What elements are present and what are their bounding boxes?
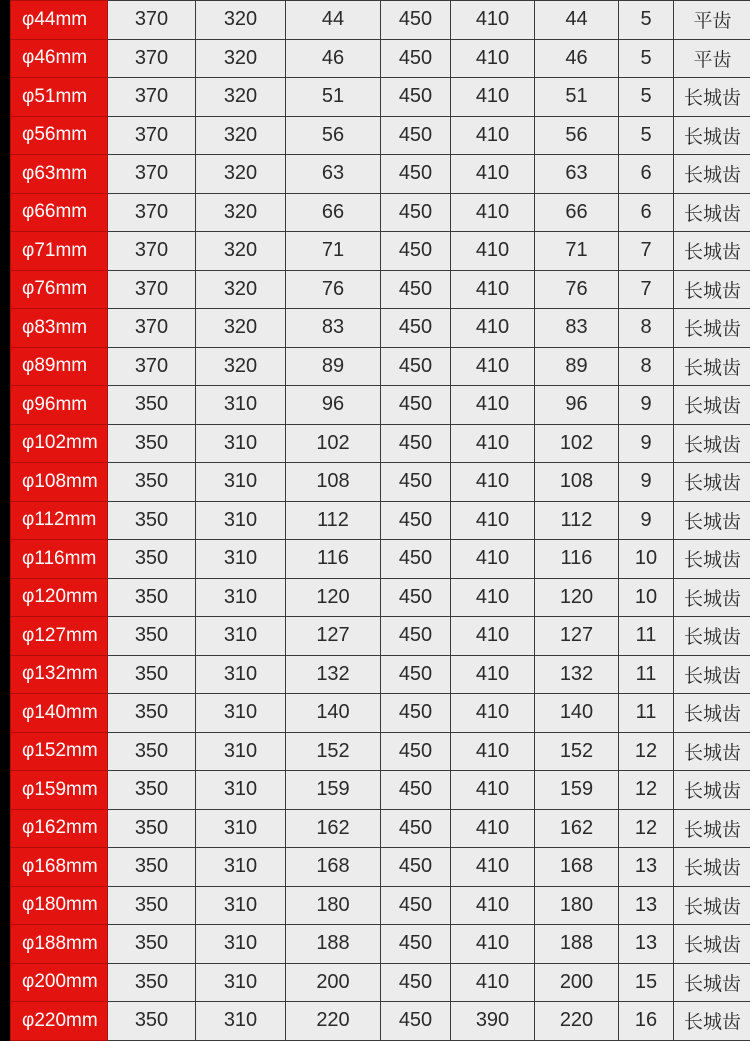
tooth-type-cell: 长城齿 [674,116,750,155]
size-cell: φ51mm [11,78,108,117]
value-cell-f: 71 [535,232,619,271]
value-cell-a: 350 [108,886,196,925]
value-cell-e: 410 [451,463,535,502]
value-cell-c: 140 [286,694,381,733]
value-cell-f: 112 [535,501,619,540]
value-cell-d: 450 [381,848,451,887]
value-cell-a: 350 [108,463,196,502]
value-cell-b: 310 [196,732,286,771]
value-cell-c: 51 [286,78,381,117]
value-cell-a: 370 [108,116,196,155]
value-cell-b: 310 [196,886,286,925]
spec-table-body [11,1,750,1041]
value-cell-d: 450 [381,270,451,309]
table-row [11,771,750,810]
count-cell: 13 [619,925,674,964]
value-cell-a: 350 [108,925,196,964]
size-cell: φ168mm [11,848,108,887]
tooth-type-cell: 长城齿 [674,925,750,964]
value-cell-a: 350 [108,732,196,771]
value-cell-e: 410 [451,155,535,194]
value-cell-a: 350 [108,540,196,579]
tooth-type-cell: 长城齿 [674,771,750,810]
value-cell-b: 320 [196,270,286,309]
table-row [11,270,750,309]
value-cell-e: 390 [451,1002,535,1041]
value-cell-d: 450 [381,771,451,810]
tooth-type-cell: 长城齿 [674,848,750,887]
value-cell-c: 83 [286,309,381,348]
value-cell-a: 370 [108,270,196,309]
table-row [11,501,750,540]
value-cell-e: 410 [451,771,535,810]
value-cell-e: 410 [451,809,535,848]
size-cell: φ56mm [11,116,108,155]
tooth-type-cell: 长城齿 [674,347,750,386]
value-cell-d: 450 [381,386,451,425]
count-cell: 12 [619,809,674,848]
size-cell: φ120mm [11,578,108,617]
value-cell-c: 102 [286,424,381,463]
tooth-type-cell: 长城齿 [674,463,750,502]
table-row [11,848,750,887]
value-cell-d: 450 [381,347,451,386]
value-cell-e: 410 [451,116,535,155]
value-cell-d: 450 [381,732,451,771]
value-cell-c: 76 [286,270,381,309]
count-cell: 16 [619,1002,674,1041]
count-cell: 8 [619,309,674,348]
value-cell-d: 450 [381,309,451,348]
value-cell-c: 44 [286,1,381,40]
count-cell: 5 [619,1,674,40]
value-cell-b: 310 [196,501,286,540]
value-cell-f: 168 [535,848,619,887]
count-cell: 10 [619,540,674,579]
value-cell-f: 140 [535,694,619,733]
table-row [11,809,750,848]
size-cell: φ220mm [11,1002,108,1041]
value-cell-f: 44 [535,1,619,40]
value-cell-d: 450 [381,886,451,925]
value-cell-d: 450 [381,193,451,232]
value-cell-e: 410 [451,501,535,540]
value-cell-c: 56 [286,116,381,155]
value-cell-b: 310 [196,1002,286,1041]
value-cell-c: 66 [286,193,381,232]
value-cell-e: 410 [451,925,535,964]
tooth-type-cell: 长城齿 [674,655,750,694]
value-cell-d: 450 [381,1,451,40]
count-cell: 5 [619,116,674,155]
value-cell-c: 127 [286,617,381,656]
value-cell-e: 410 [451,39,535,78]
value-cell-b: 310 [196,463,286,502]
value-cell-c: 132 [286,655,381,694]
value-cell-a: 350 [108,809,196,848]
value-cell-c: 220 [286,1002,381,1041]
count-cell: 9 [619,424,674,463]
count-cell: 9 [619,463,674,502]
value-cell-f: 220 [535,1002,619,1041]
value-cell-c: 152 [286,732,381,771]
size-cell: φ89mm [11,347,108,386]
value-cell-b: 310 [196,809,286,848]
value-cell-a: 350 [108,848,196,887]
value-cell-a: 350 [108,963,196,1002]
size-cell: φ152mm [11,732,108,771]
table-row [11,463,750,502]
value-cell-c: 71 [286,232,381,271]
value-cell-e: 410 [451,617,535,656]
size-cell: φ76mm [11,270,108,309]
value-cell-d: 450 [381,578,451,617]
table-row [11,232,750,271]
size-cell: φ112mm [11,501,108,540]
value-cell-e: 410 [451,347,535,386]
value-cell-a: 350 [108,694,196,733]
tooth-type-cell: 长城齿 [674,886,750,925]
tooth-type-cell: 长城齿 [674,309,750,348]
value-cell-a: 370 [108,232,196,271]
value-cell-a: 370 [108,1,196,40]
value-cell-d: 450 [381,155,451,194]
value-cell-f: 127 [535,617,619,656]
count-cell: 9 [619,501,674,540]
table-row [11,578,750,617]
value-cell-c: 46 [286,39,381,78]
table-row [11,116,750,155]
value-cell-e: 410 [451,386,535,425]
value-cell-b: 320 [196,193,286,232]
value-cell-d: 450 [381,424,451,463]
table-row [11,694,750,733]
value-cell-c: 200 [286,963,381,1002]
size-cell: φ116mm [11,540,108,579]
count-cell: 7 [619,232,674,271]
value-cell-c: 96 [286,386,381,425]
table-row [11,347,750,386]
value-cell-b: 310 [196,848,286,887]
table-row [11,540,750,579]
size-cell: φ66mm [11,193,108,232]
value-cell-a: 370 [108,347,196,386]
tooth-type-cell: 长城齿 [674,617,750,656]
count-cell: 5 [619,78,674,117]
table-row [11,963,750,1002]
value-cell-c: 162 [286,809,381,848]
value-cell-c: 188 [286,925,381,964]
value-cell-a: 350 [108,1002,196,1041]
value-cell-c: 120 [286,578,381,617]
value-cell-d: 450 [381,116,451,155]
value-cell-e: 410 [451,963,535,1002]
count-cell: 11 [619,655,674,694]
value-cell-c: 108 [286,463,381,502]
value-cell-c: 89 [286,347,381,386]
value-cell-f: 51 [535,78,619,117]
value-cell-d: 450 [381,232,451,271]
value-cell-e: 410 [451,232,535,271]
value-cell-f: 63 [535,155,619,194]
count-cell: 7 [619,270,674,309]
value-cell-e: 410 [451,578,535,617]
value-cell-c: 180 [286,886,381,925]
table-row [11,617,750,656]
size-cell: φ108mm [11,463,108,502]
value-cell-a: 350 [108,386,196,425]
count-cell: 10 [619,578,674,617]
value-cell-b: 320 [196,39,286,78]
count-cell: 12 [619,732,674,771]
value-cell-f: 96 [535,386,619,425]
value-cell-f: 108 [535,463,619,502]
value-cell-b: 320 [196,347,286,386]
value-cell-e: 410 [451,540,535,579]
value-cell-c: 116 [286,540,381,579]
table-row [11,925,750,964]
value-cell-d: 450 [381,809,451,848]
table-row [11,386,750,425]
value-cell-a: 370 [108,309,196,348]
size-cell: φ162mm [11,809,108,848]
size-cell: φ188mm [11,925,108,964]
size-cell: φ71mm [11,232,108,271]
size-cell: φ140mm [11,694,108,733]
value-cell-f: 76 [535,270,619,309]
value-cell-f: 56 [535,116,619,155]
value-cell-d: 450 [381,78,451,117]
tooth-type-cell: 平齿 [674,39,750,78]
value-cell-c: 112 [286,501,381,540]
table-row [11,1002,750,1041]
value-cell-d: 450 [381,963,451,1002]
table-row [11,39,750,78]
count-cell: 8 [619,347,674,386]
value-cell-a: 370 [108,39,196,78]
value-cell-f: 66 [535,193,619,232]
value-cell-a: 370 [108,193,196,232]
size-cell: φ96mm [11,386,108,425]
count-cell: 6 [619,193,674,232]
tooth-type-cell: 长城齿 [674,694,750,733]
value-cell-f: 83 [535,309,619,348]
size-cell: φ44mm [11,1,108,40]
size-cell: φ132mm [11,655,108,694]
size-cell: φ200mm [11,963,108,1002]
value-cell-d: 450 [381,501,451,540]
size-cell: φ180mm [11,886,108,925]
value-cell-b: 310 [196,694,286,733]
tooth-type-cell: 长城齿 [674,386,750,425]
tooth-type-cell: 平齿 [674,1,750,40]
count-cell: 5 [619,39,674,78]
count-cell: 15 [619,963,674,1002]
value-cell-f: 46 [535,39,619,78]
size-cell: φ46mm [11,39,108,78]
value-cell-a: 350 [108,655,196,694]
value-cell-a: 370 [108,78,196,117]
value-cell-b: 320 [196,116,286,155]
value-cell-c: 159 [286,771,381,810]
value-cell-b: 310 [196,424,286,463]
value-cell-c: 168 [286,848,381,887]
value-cell-e: 410 [451,848,535,887]
tooth-type-cell: 长城齿 [674,78,750,117]
value-cell-f: 152 [535,732,619,771]
spec-table [10,0,750,1041]
value-cell-f: 89 [535,347,619,386]
value-cell-b: 310 [196,655,286,694]
value-cell-c: 63 [286,155,381,194]
table-row [11,886,750,925]
size-cell: φ159mm [11,771,108,810]
value-cell-b: 310 [196,925,286,964]
value-cell-e: 410 [451,655,535,694]
value-cell-d: 450 [381,617,451,656]
count-cell: 11 [619,694,674,733]
value-cell-d: 450 [381,694,451,733]
value-cell-b: 310 [196,578,286,617]
table-row [11,424,750,463]
tooth-type-cell: 长城齿 [674,809,750,848]
value-cell-b: 310 [196,771,286,810]
table-row [11,655,750,694]
value-cell-b: 320 [196,309,286,348]
value-cell-f: 120 [535,578,619,617]
value-cell-f: 132 [535,655,619,694]
value-cell-f: 116 [535,540,619,579]
count-cell: 12 [619,771,674,810]
tooth-type-cell: 长城齿 [674,424,750,463]
value-cell-a: 350 [108,424,196,463]
count-cell: 6 [619,155,674,194]
value-cell-e: 410 [451,694,535,733]
tooth-type-cell: 长城齿 [674,155,750,194]
size-cell: φ83mm [11,309,108,348]
value-cell-a: 350 [108,501,196,540]
value-cell-f: 188 [535,925,619,964]
value-cell-d: 450 [381,463,451,502]
value-cell-b: 310 [196,386,286,425]
value-cell-d: 450 [381,39,451,78]
tooth-type-cell: 长城齿 [674,578,750,617]
value-cell-a: 350 [108,617,196,656]
value-cell-e: 410 [451,193,535,232]
value-cell-f: 102 [535,424,619,463]
value-cell-a: 350 [108,771,196,810]
table-row [11,193,750,232]
size-cell: φ63mm [11,155,108,194]
value-cell-e: 410 [451,78,535,117]
value-cell-e: 410 [451,424,535,463]
tooth-type-cell: 长城齿 [674,270,750,309]
tooth-type-cell: 长城齿 [674,1002,750,1041]
value-cell-b: 310 [196,540,286,579]
value-cell-f: 159 [535,771,619,810]
table-row [11,1,750,40]
value-cell-e: 410 [451,270,535,309]
value-cell-b: 310 [196,963,286,1002]
value-cell-b: 320 [196,1,286,40]
table-row [11,309,750,348]
value-cell-d: 450 [381,1002,451,1041]
value-cell-a: 350 [108,578,196,617]
value-cell-e: 410 [451,309,535,348]
count-cell: 11 [619,617,674,656]
tooth-type-cell: 长城齿 [674,732,750,771]
value-cell-d: 450 [381,925,451,964]
value-cell-e: 410 [451,1,535,40]
value-cell-e: 410 [451,886,535,925]
table-row [11,732,750,771]
tooth-type-cell: 长城齿 [674,540,750,579]
table-row [11,155,750,194]
value-cell-b: 320 [196,78,286,117]
count-cell: 13 [619,848,674,887]
count-cell: 13 [619,886,674,925]
count-cell: 9 [619,386,674,425]
value-cell-f: 200 [535,963,619,1002]
value-cell-f: 162 [535,809,619,848]
value-cell-b: 310 [196,617,286,656]
size-cell: φ127mm [11,617,108,656]
value-cell-b: 320 [196,232,286,271]
value-cell-f: 180 [535,886,619,925]
value-cell-d: 450 [381,540,451,579]
value-cell-b: 320 [196,155,286,194]
tooth-type-cell: 长城齿 [674,963,750,1002]
tooth-type-cell: 长城齿 [674,193,750,232]
table-row [11,78,750,117]
size-cell: φ102mm [11,424,108,463]
value-cell-d: 450 [381,655,451,694]
tooth-type-cell: 长城齿 [674,501,750,540]
value-cell-e: 410 [451,732,535,771]
tooth-type-cell: 长城齿 [674,232,750,271]
value-cell-a: 370 [108,155,196,194]
